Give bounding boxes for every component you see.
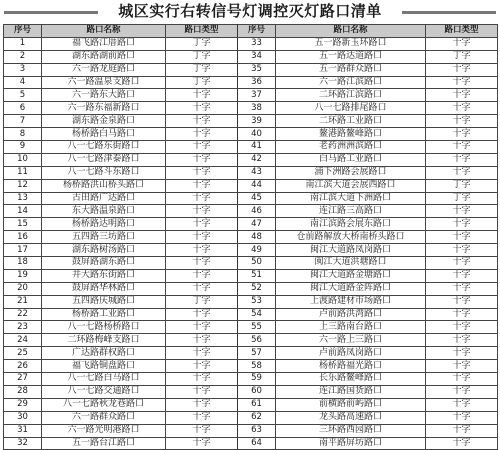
intersection-name-left: 杨桥路达明路口 <box>42 218 166 231</box>
intersection-name-left: 鼓屏路华林路口 <box>42 282 166 295</box>
intersection-type-right: 十字 <box>426 385 498 398</box>
intersection-name-left: 六一路温泉支路口 <box>42 76 166 89</box>
table-row <box>4 63 498 76</box>
row-number-right: 53 <box>238 295 276 308</box>
intersection-type-left: 十字 <box>166 89 238 102</box>
intersection-type-left: 十字 <box>166 308 238 321</box>
header-name-right: 路口名称 <box>276 25 426 38</box>
table-row <box>4 89 498 102</box>
intersection-name-left: 五四路庆城路口 <box>42 295 166 308</box>
row-number-left: 23 <box>4 321 42 334</box>
intersection-name-right: 五一路群众路口 <box>276 63 426 76</box>
intersection-type-left: 十字 <box>166 282 238 295</box>
intersection-name-right: 闽江大道路金阵路口 <box>276 282 426 295</box>
table-row <box>4 424 498 437</box>
intersection-type-right: 十字 <box>426 128 498 141</box>
row-number-right: 58 <box>238 360 276 373</box>
row-number-left: 15 <box>4 218 42 231</box>
table-row <box>4 231 498 244</box>
title-rule-right <box>402 11 496 14</box>
intersection-name-left: 杨桥路工业路口 <box>42 308 166 321</box>
intersection-type-right: 丁字 <box>426 50 498 63</box>
intersection-name-left: 杨桥路洪山桥头路口 <box>42 179 166 192</box>
intersection-name-right: 南江滨大道下洲路口 <box>276 192 426 205</box>
header-no-left: 序号 <box>4 25 42 38</box>
row-number-right: 44 <box>238 179 276 192</box>
table-row <box>4 282 498 295</box>
intersection-name-right: 二环路工业路口 <box>276 115 426 128</box>
table-row <box>4 50 498 63</box>
row-number-left: 7 <box>4 115 42 128</box>
row-number-left: 10 <box>4 153 42 166</box>
intersection-type-left: 十字 <box>166 192 238 205</box>
intersection-type-right: 十字 <box>426 411 498 424</box>
intersection-type-right: 十字 <box>426 218 498 231</box>
intersection-type-left: 十字 <box>166 398 238 411</box>
row-number-left: 16 <box>4 231 42 244</box>
intersection-type-left: 十字 <box>166 141 238 154</box>
table-row <box>4 192 498 205</box>
table-row <box>4 153 498 166</box>
intersection-type-left: 十字 <box>166 102 238 115</box>
intersection-name-left: 六一路东大路口 <box>42 89 166 102</box>
intersection-type-left: 十字 <box>166 373 238 386</box>
intersection-name-left: 八一七路白马路口 <box>42 373 166 386</box>
intersection-type-left: 十字 <box>166 231 238 244</box>
intersection-type-right: 十字 <box>426 89 498 102</box>
intersection-type-left: 十字 <box>166 115 238 128</box>
intersection-name-right: 卢前路凤岗路口 <box>276 347 426 360</box>
intersection-type-right: 十字 <box>426 334 498 347</box>
table-row <box>4 347 498 360</box>
intersection-type-left: 丁字 <box>166 37 238 50</box>
table-row <box>4 218 498 231</box>
intersection-type-right: 十字 <box>426 63 498 76</box>
row-number-right: 37 <box>238 89 276 102</box>
intersection-type-left: 十字 <box>166 166 238 179</box>
title-rule-left <box>4 11 98 14</box>
intersection-type-left: 丁字 <box>166 50 238 63</box>
intersection-name-left: 湖东路金泉路口 <box>42 115 166 128</box>
intersection-name-left: 井大路东街路口 <box>42 269 166 282</box>
table-row <box>4 179 498 192</box>
intersection-type-right: 十字 <box>426 398 498 411</box>
intersection-type-right: 丁字 <box>426 179 498 192</box>
row-number-left: 11 <box>4 166 42 179</box>
intersection-name-left: 东大路温泉路口 <box>42 205 166 218</box>
row-number-left: 32 <box>4 437 42 450</box>
intersection-type-right: 十字 <box>426 437 498 450</box>
intersection-name-left: 五四路三坊路口 <box>42 231 166 244</box>
row-number-right: 50 <box>238 257 276 270</box>
intersection-type-right: 十字 <box>426 141 498 154</box>
intersection-name-left: 六一路群众路口 <box>42 411 166 424</box>
intersection-type-right: 十字 <box>426 115 498 128</box>
table-row <box>4 411 498 424</box>
intersection-name-right: 六一路江滨路口 <box>276 76 426 89</box>
table-row <box>4 166 498 179</box>
row-number-right: 42 <box>238 153 276 166</box>
intersection-name-right: 五一路新玉环路口 <box>276 37 426 50</box>
intersection-name-left: 广达路群权路口 <box>42 347 166 360</box>
intersection-name-right: 南平路屏坊路口 <box>276 437 426 450</box>
row-number-right: 56 <box>238 334 276 347</box>
intersection-name-right: 卢前路洪湾路口 <box>276 308 426 321</box>
row-number-left: 31 <box>4 424 42 437</box>
table-row <box>4 205 498 218</box>
intersection-name-right: 八一七路排尾路口 <box>276 102 426 115</box>
intersection-name-left: 八一七路东街路口 <box>42 141 166 154</box>
row-number-left: 17 <box>4 244 42 257</box>
intersection-name-left: 八一七路斗东路口 <box>42 166 166 179</box>
intersection-type-right: 十字 <box>426 373 498 386</box>
table-row <box>4 257 498 270</box>
intersection-type-right: 丁字 <box>426 192 498 205</box>
intersection-name-left: 湖东路树汤路口 <box>42 244 166 257</box>
row-number-left: 26 <box>4 360 42 373</box>
intersection-name-left: 八一七路津泰路口 <box>42 153 166 166</box>
row-number-left: 28 <box>4 385 42 398</box>
row-number-right: 61 <box>238 398 276 411</box>
intersection-type-left: 十字 <box>166 385 238 398</box>
intersection-name-right: 五一路达道路口 <box>276 50 426 63</box>
intersection-type-left: 十字 <box>166 334 238 347</box>
table-row <box>4 295 498 308</box>
row-number-left: 5 <box>4 89 42 102</box>
intersection-name-right: 闽江大道路金塘路口 <box>276 269 426 282</box>
header-type-left: 路口类型 <box>166 25 238 38</box>
table-row <box>4 373 498 386</box>
row-number-left: 8 <box>4 128 42 141</box>
intersection-name-right: 闽江大道路凤岗路口 <box>276 244 426 257</box>
row-number-right: 57 <box>238 347 276 360</box>
row-number-left: 19 <box>4 269 42 282</box>
row-number-right: 49 <box>238 244 276 257</box>
row-number-right: 45 <box>238 192 276 205</box>
intersection-type-right: 十字 <box>426 295 498 308</box>
row-number-left: 13 <box>4 192 42 205</box>
intersection-name-left: 六一路龙庭路口 <box>42 63 166 76</box>
row-number-right: 39 <box>238 115 276 128</box>
table-header-row <box>4 25 498 38</box>
row-number-left: 1 <box>4 37 42 50</box>
intersection-type-right: 十字 <box>426 308 498 321</box>
intersection-type-right: 十字 <box>426 76 498 89</box>
table-row <box>4 128 498 141</box>
intersection-name-left: 古田路广达路口 <box>42 192 166 205</box>
intersection-type-left: 十字 <box>166 411 238 424</box>
intersection-type-right: 十字 <box>426 166 498 179</box>
row-number-right: 46 <box>238 205 276 218</box>
intersection-type-right: 十字 <box>426 347 498 360</box>
row-number-right: 62 <box>238 411 276 424</box>
table-row <box>4 244 498 257</box>
row-number-left: 27 <box>4 373 42 386</box>
row-number-right: 35 <box>238 63 276 76</box>
intersection-name-right: 三环路西园路口 <box>276 424 426 437</box>
row-number-right: 63 <box>238 424 276 437</box>
intersection-type-right: 十字 <box>426 360 498 373</box>
intersection-type-right: 十字 <box>426 102 498 115</box>
intersection-name-right: 白马路工业路口 <box>276 153 426 166</box>
table-row <box>4 321 498 334</box>
intersection-name-right: 杨桥路福光路口 <box>276 360 426 373</box>
row-number-right: 38 <box>238 102 276 115</box>
intersection-type-right: 十字 <box>426 244 498 257</box>
intersection-type-right: 十字 <box>426 269 498 282</box>
intersection-name-right: 上三路南台路口 <box>276 321 426 334</box>
table-row <box>4 398 498 411</box>
table-row <box>4 385 498 398</box>
intersection-name-right: 闽江大道洪塘路口 <box>276 257 426 270</box>
row-number-left: 22 <box>4 308 42 321</box>
table-row <box>4 269 498 282</box>
row-number-left: 20 <box>4 282 42 295</box>
row-number-left: 6 <box>4 102 42 115</box>
intersection-name-right: 前横路前屿路口 <box>276 398 426 411</box>
intersection-type-right: 十字 <box>426 282 498 295</box>
table-row <box>4 76 498 89</box>
intersection-type-left: 十字 <box>166 244 238 257</box>
row-number-right: 47 <box>238 218 276 231</box>
page-title: 城区实行右转信号灯调控灭灯路口清单 <box>118 2 382 20</box>
table-row <box>4 334 498 347</box>
row-number-left: 4 <box>4 76 42 89</box>
intersection-type-left: 丁字 <box>166 76 238 89</box>
intersection-type-right: 十字 <box>426 231 498 244</box>
intersection-name-right: 六一路上三路口 <box>276 334 426 347</box>
intersection-name-right: 鳌港路鳌峰路口 <box>276 128 426 141</box>
row-number-right: 36 <box>238 76 276 89</box>
row-number-right: 48 <box>238 231 276 244</box>
row-number-left: 2 <box>4 50 42 63</box>
intersection-type-right: 十字 <box>426 321 498 334</box>
intersection-type-left: 十字 <box>166 128 238 141</box>
intersection-type-right: 十字 <box>426 257 498 270</box>
intersection-type-left: 丁字 <box>166 63 238 76</box>
intersection-type-left: 丁字 <box>166 295 238 308</box>
title-bar <box>0 0 500 22</box>
row-number-right: 51 <box>238 269 276 282</box>
row-number-right: 34 <box>238 50 276 63</box>
intersection-name-right: 仓前路解放大桥南桥头路口 <box>276 231 426 244</box>
row-number-left: 3 <box>4 63 42 76</box>
intersection-name-left: 六一路光明港路口 <box>42 424 166 437</box>
row-number-right: 40 <box>238 128 276 141</box>
intersection-name-right: 长乐路鳌峰路口 <box>276 373 426 386</box>
row-number-left: 18 <box>4 257 42 270</box>
intersection-type-left: 十字 <box>166 269 238 282</box>
header-name-left: 路口名称 <box>42 25 166 38</box>
row-number-left: 24 <box>4 334 42 347</box>
intersection-type-left: 十字 <box>166 218 238 231</box>
intersection-type-left: 十字 <box>166 347 238 360</box>
intersection-name-left: 福飞路江厝路口 <box>42 37 166 50</box>
intersection-name-right: 浦下洲路会展路口 <box>276 166 426 179</box>
intersection-type-left: 十字 <box>166 321 238 334</box>
intersection-type-left: 十字 <box>166 437 238 450</box>
row-number-left: 30 <box>4 411 42 424</box>
intersection-name-left: 五一路台江路口 <box>42 437 166 450</box>
intersection-name-right: 龙头路高速路口 <box>276 411 426 424</box>
intersection-table <box>3 24 498 450</box>
intersection-type-left: 十字 <box>166 360 238 373</box>
intersection-name-right: 连江路国货路口 <box>276 385 426 398</box>
row-number-right: 55 <box>238 321 276 334</box>
table-row <box>4 37 498 50</box>
row-number-left: 29 <box>4 398 42 411</box>
intersection-name-right: 老药洲洲滨路口 <box>276 141 426 154</box>
table-row <box>4 437 498 450</box>
header-type-right: 路口类型 <box>426 25 498 38</box>
row-number-right: 33 <box>238 37 276 50</box>
intersection-name-left: 八一七路秋龙巷路口 <box>42 398 166 411</box>
table-body <box>4 37 498 450</box>
intersection-name-right: 南江滨大道会展西路口 <box>276 179 426 192</box>
row-number-right: 60 <box>238 385 276 398</box>
row-number-left: 25 <box>4 347 42 360</box>
row-number-left: 14 <box>4 205 42 218</box>
row-number-right: 52 <box>238 282 276 295</box>
intersection-type-right: 十字 <box>426 153 498 166</box>
intersection-type-left: 十字 <box>166 257 238 270</box>
row-number-right: 43 <box>238 166 276 179</box>
intersection-name-left: 八一七路杨桥路口 <box>42 321 166 334</box>
row-number-right: 64 <box>238 437 276 450</box>
table-row <box>4 360 498 373</box>
row-number-right: 59 <box>238 373 276 386</box>
intersection-table-wrap <box>3 24 497 450</box>
row-number-left: 21 <box>4 295 42 308</box>
intersection-type-left: 十字 <box>166 424 238 437</box>
intersection-type-right: 十字 <box>426 37 498 50</box>
table-row <box>4 308 498 321</box>
intersection-type-left: 十字 <box>166 153 238 166</box>
intersection-name-left: 六一路东福新路口 <box>42 102 166 115</box>
header-no-right: 序号 <box>238 25 276 38</box>
intersection-name-left: 杨桥路白马路口 <box>42 128 166 141</box>
row-number-right: 54 <box>238 308 276 321</box>
intersection-name-right: 二环路江滨路口 <box>276 89 426 102</box>
intersection-type-right: 十字 <box>426 205 498 218</box>
intersection-name-right: 连江路三高路口 <box>276 205 426 218</box>
intersection-name-left: 湖东路湖前路口 <box>42 50 166 63</box>
intersection-name-left: 福飞路铜盘路口 <box>42 360 166 373</box>
row-number-left: 12 <box>4 179 42 192</box>
intersection-type-right: 十字 <box>426 424 498 437</box>
table-row <box>4 141 498 154</box>
intersection-name-right: 南江滨路会展东路口 <box>276 218 426 231</box>
table-row <box>4 115 498 128</box>
intersection-name-left: 鼓屏路湖东路口 <box>42 257 166 270</box>
intersection-name-left: 二环路梅峰支路口 <box>42 334 166 347</box>
intersection-name-left: 八一七路交通路口 <box>42 385 166 398</box>
intersection-name-right: 上渡路建材市场路口 <box>276 295 426 308</box>
row-number-right: 41 <box>238 141 276 154</box>
intersection-type-left: 十字 <box>166 179 238 192</box>
table-row <box>4 102 498 115</box>
row-number-left: 9 <box>4 141 42 154</box>
intersection-type-left: 十字 <box>166 205 238 218</box>
